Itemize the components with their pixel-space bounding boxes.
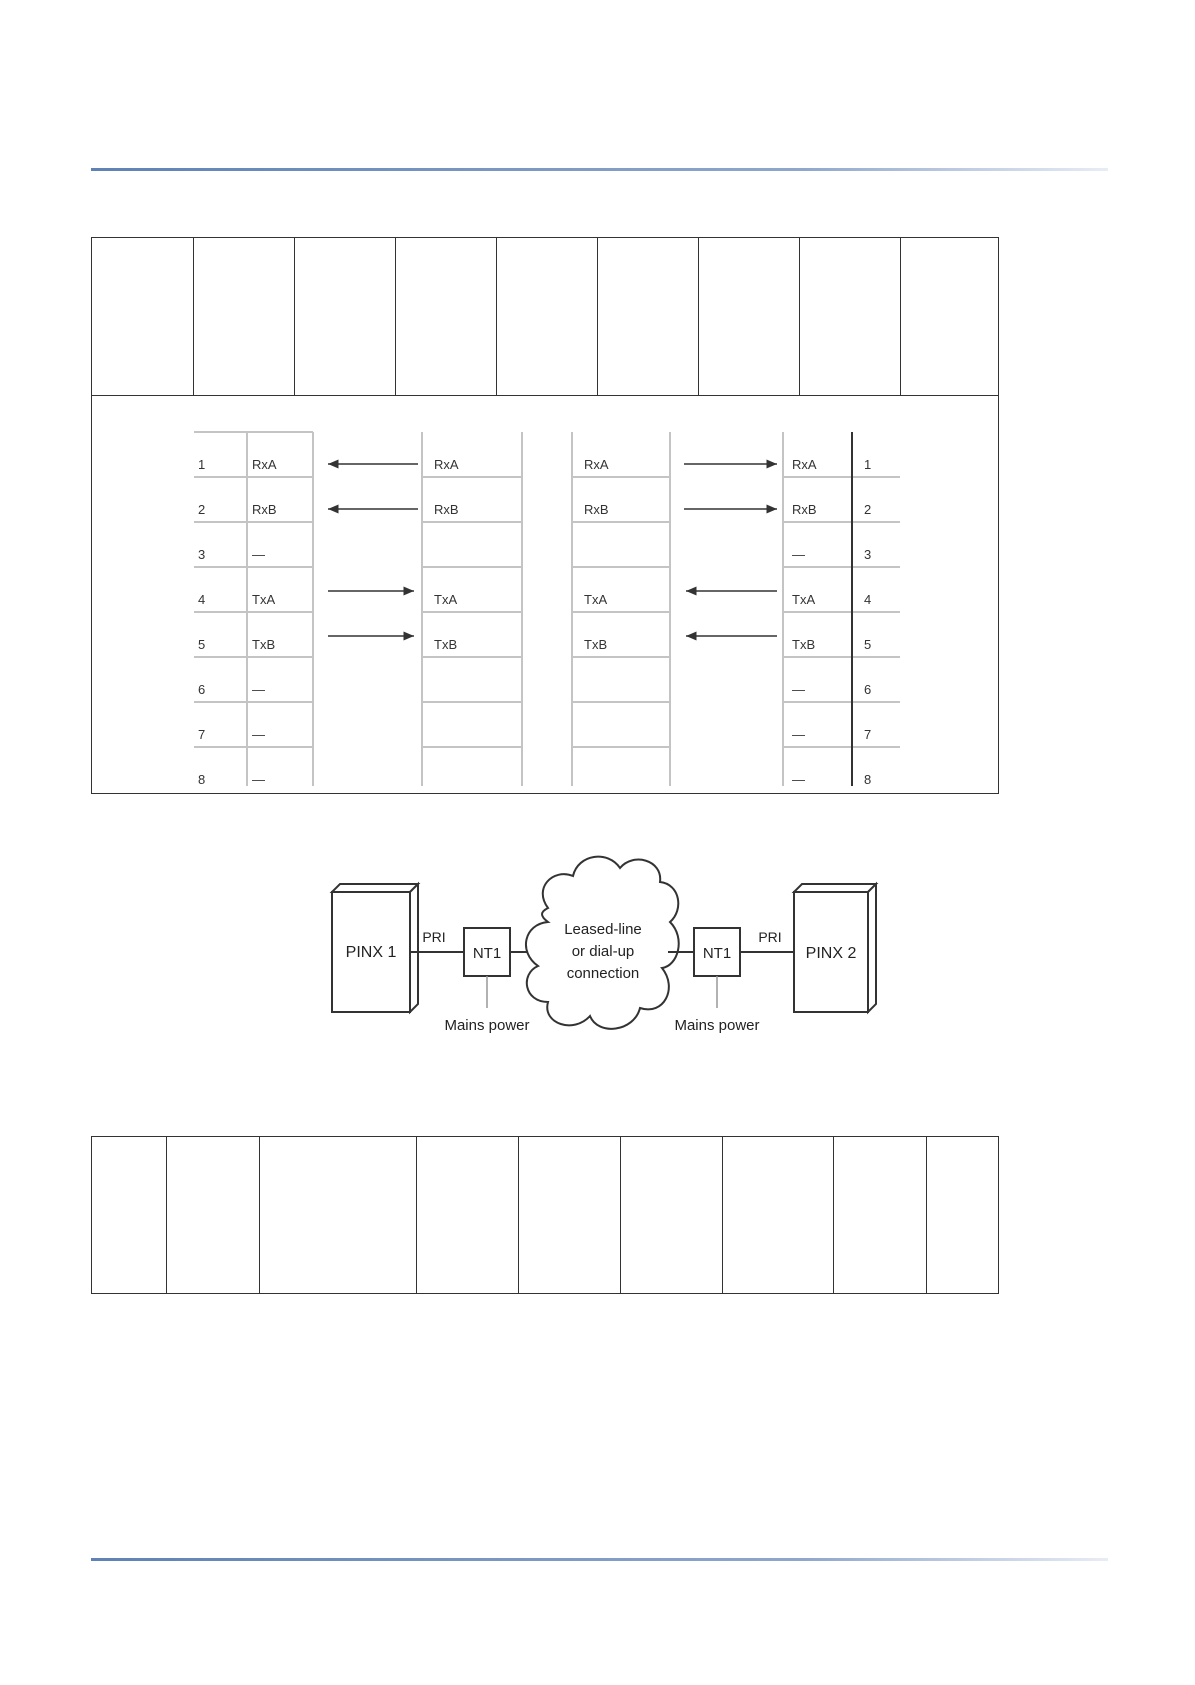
left-pin-signal: — [252, 772, 265, 787]
right-pin-number: 5 [864, 637, 872, 652]
cloud-line-3: connection [566, 965, 640, 982]
left-pin-signal: — [252, 727, 265, 742]
mid-right-signal: TxB [584, 637, 608, 652]
left-pin-signal: RxA [252, 457, 277, 472]
left-pin-number: 3 [198, 547, 206, 562]
cloud-line-1: Leased-line [564, 921, 642, 938]
pri-right-label: PRI [758, 929, 782, 945]
footer-rule [91, 1558, 1108, 1561]
right-pin-signal: — [792, 682, 805, 697]
mid-right-signal: RxB [584, 502, 609, 517]
right-pin-number: 1 [864, 457, 872, 472]
left-pin-number: 4 [198, 592, 206, 607]
right-pin-number: 3 [864, 547, 872, 562]
right-pin-number: 8 [864, 772, 872, 787]
pinx1-label: PINX 1 [345, 944, 397, 961]
nt1-left-label: NT1 [472, 945, 502, 962]
right-pin-signal: TxA [792, 592, 816, 607]
right-pin-signal: — [792, 727, 805, 742]
table-column-divider [518, 1137, 519, 1293]
right-pin-signal: TxB [792, 637, 816, 652]
pinx1-box [332, 884, 418, 1012]
left-pin-number: 5 [198, 637, 206, 652]
left-pin-number: 6 [198, 682, 206, 697]
mid-right-signal: RxA [584, 457, 609, 472]
pinx2-label: PINX 2 [805, 945, 857, 962]
table-column-divider [416, 1137, 417, 1293]
right-pin-signal: — [792, 772, 805, 787]
mid-left-signal: TxB [434, 637, 458, 652]
left-pin-signal: TxB [252, 637, 276, 652]
table-column-divider [722, 1137, 723, 1293]
mid-left-signal: RxB [434, 502, 459, 517]
left-pin-signal: RxB [252, 502, 277, 517]
right-pin-number: 2 [864, 502, 872, 517]
table-column-divider [620, 1137, 621, 1293]
right-pin-signal: RxB [792, 502, 817, 517]
power-right-label: Mains power [674, 1017, 760, 1034]
left-pin-number: 2 [198, 502, 206, 517]
right-pin-signal: — [792, 547, 805, 562]
right-pin-number: 6 [864, 682, 872, 697]
pri-left-label: PRI [422, 929, 446, 945]
empty-table [91, 1136, 999, 1294]
left-pin-signal: TxA [252, 592, 276, 607]
pinx2-box [794, 884, 876, 1012]
right-pin-number: 7 [864, 727, 872, 742]
mid-right-signal: TxA [584, 592, 608, 607]
table-column-divider [166, 1137, 167, 1293]
nt1-right-label: NT1 [702, 945, 732, 962]
left-pin-number: 8 [198, 772, 206, 787]
mid-left-signal: TxA [434, 592, 458, 607]
left-pin-number: 7 [198, 727, 206, 742]
right-pin-signal: RxA [792, 457, 817, 472]
right-pin-number: 4 [864, 592, 872, 607]
table-column-divider [926, 1137, 927, 1293]
header-rule [91, 168, 1108, 171]
pinout-table [91, 237, 999, 794]
table-column-divider [259, 1137, 260, 1293]
mid-left-signal: RxA [434, 457, 459, 472]
cloud-icon [526, 857, 679, 1029]
power-left-label: Mains power [444, 1017, 530, 1034]
left-pin-signal: — [252, 682, 265, 697]
table-column-divider [833, 1137, 834, 1293]
pinout-diagram [92, 238, 998, 793]
cloud-line-2: or dial-up [571, 943, 635, 960]
network-diagram [328, 848, 888, 1068]
left-pin-number: 1 [198, 457, 206, 472]
left-pin-signal: — [252, 547, 265, 562]
